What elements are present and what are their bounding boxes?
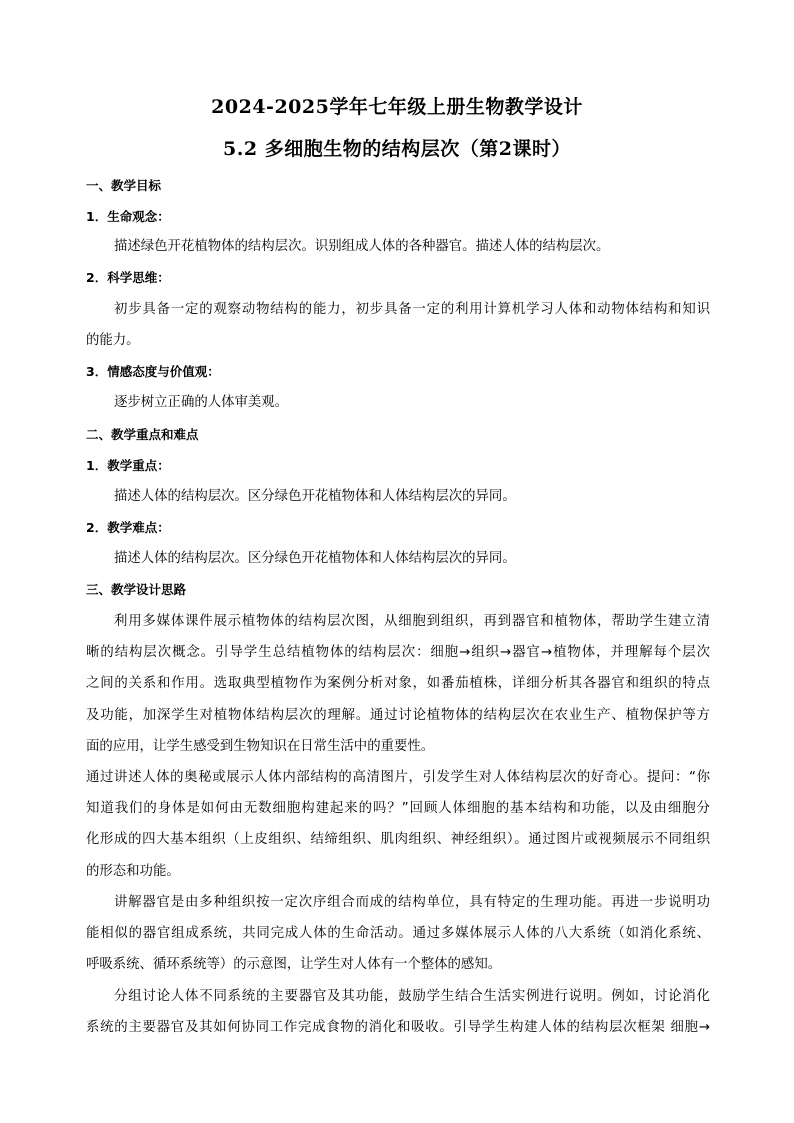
paragraph-line: 呼吸系统、循环系统等）的示意图，让学生对人体有一个整体的感知。	[86, 957, 502, 972]
paragraph-line: 之间的关系和作用。选取典型植物作为案例分析对象，如番茄植株，详细分析其各器官和组织的特点	[86, 676, 710, 691]
paragraph-line: 通过讲述人体的奥秘或展示人体内部结构的高清图片，引发学生对人体结构层次的好奇心。提问：“你	[86, 770, 710, 785]
paragraph-line: 初步具备一定的观察动物结构的能力，初步具备一定的利用计算机学习人体和动物体结构和知识	[114, 302, 710, 317]
subheading-life-concept: 1．生命观念：	[86, 209, 170, 224]
paragraph-line: 分组讨论人体不同系统的主要器官及其功能，鼓励学生结合生活实例进行说明。例如，讨论消化	[114, 989, 710, 1004]
paragraph-line: 晰的结构层次概念。引导学生总结植物体的结构层次：细胞→组织→器官→植物体，并理解每个层次	[86, 645, 710, 660]
paragraph-line: 讲解器官是由多种组织按一定次序组合而成的结构单位，具有特定的生理功能。再进一步说明功	[114, 895, 710, 910]
paragraph-attitude-values: 逐步树立正确的人体审美观。	[114, 395, 289, 410]
paragraph-line: 能相似的器官组成系统，共同完成人体的生命活动。通过多媒体展示人体的八大系统（如消化系统、	[86, 926, 710, 941]
paragraph-line: 知道我们的身体是如何由无数细胞构建起来的吗？”回顾人体细胞的基本结构和功能，以及由细胞分	[86, 801, 710, 816]
paragraph-line: 及功能，加深学生对植物体结构层次的理解。通过讨论植物体的结构层次在农业生产、植物保护等方	[86, 708, 710, 723]
paragraph-line: 化形成的四大基本组织（上皮组织、结缔组织、肌肉组织、神经组织）。通过图片或视频展示不同组织	[86, 832, 710, 847]
subheading-scientific-thinking: 2．科学思维：	[86, 270, 170, 285]
section-heading-design-ideas: 三、教学设计思路	[86, 582, 187, 597]
paragraph-life-concept: 描述绿色开花植物体的结构层次。识别组成人体的各种器官。描述人体的结构层次。	[114, 239, 610, 254]
lesson-title: 5.2 多细胞生物的结构层次（第2课时）	[223, 138, 571, 160]
subheading-attitude-values: 3．情感态度与价值观：	[86, 364, 220, 379]
section-heading-objectives: 一、教学目标	[86, 178, 162, 193]
subheading-key-point: 1．教学重点：	[86, 458, 170, 473]
paragraph-line: 面的应用，让学生感受到生物知识在日常生活中的重要性。	[86, 739, 435, 754]
paragraph-line: 的能力。	[86, 333, 140, 348]
paragraph-key-point: 描述人体的结构层次。区分绿色开花植物体和人体结构层次的异同。	[114, 489, 516, 504]
paragraph-line: 的形态和功能。	[86, 864, 180, 879]
section-heading-key-points: 二、教学重点和难点	[86, 427, 199, 442]
paragraph-difficulty: 描述人体的结构层次。区分绿色开花植物体和人体结构层次的异同。	[114, 551, 516, 566]
subheading-difficulty: 2．教学难点：	[86, 520, 170, 535]
paragraph-line: 利用多媒体课件展示植物体的结构层次图，从细胞到组织，再到器官和植物体，帮助学生建立清	[114, 614, 710, 629]
document-title: 2024-2025学年七年级上册生物教学设计	[211, 96, 583, 118]
paragraph-line: 系统的主要器官及其如何协同工作完成食物的消化和吸收。引导学生构建人体的结构层次框架 细胞→	[86, 1020, 710, 1035]
